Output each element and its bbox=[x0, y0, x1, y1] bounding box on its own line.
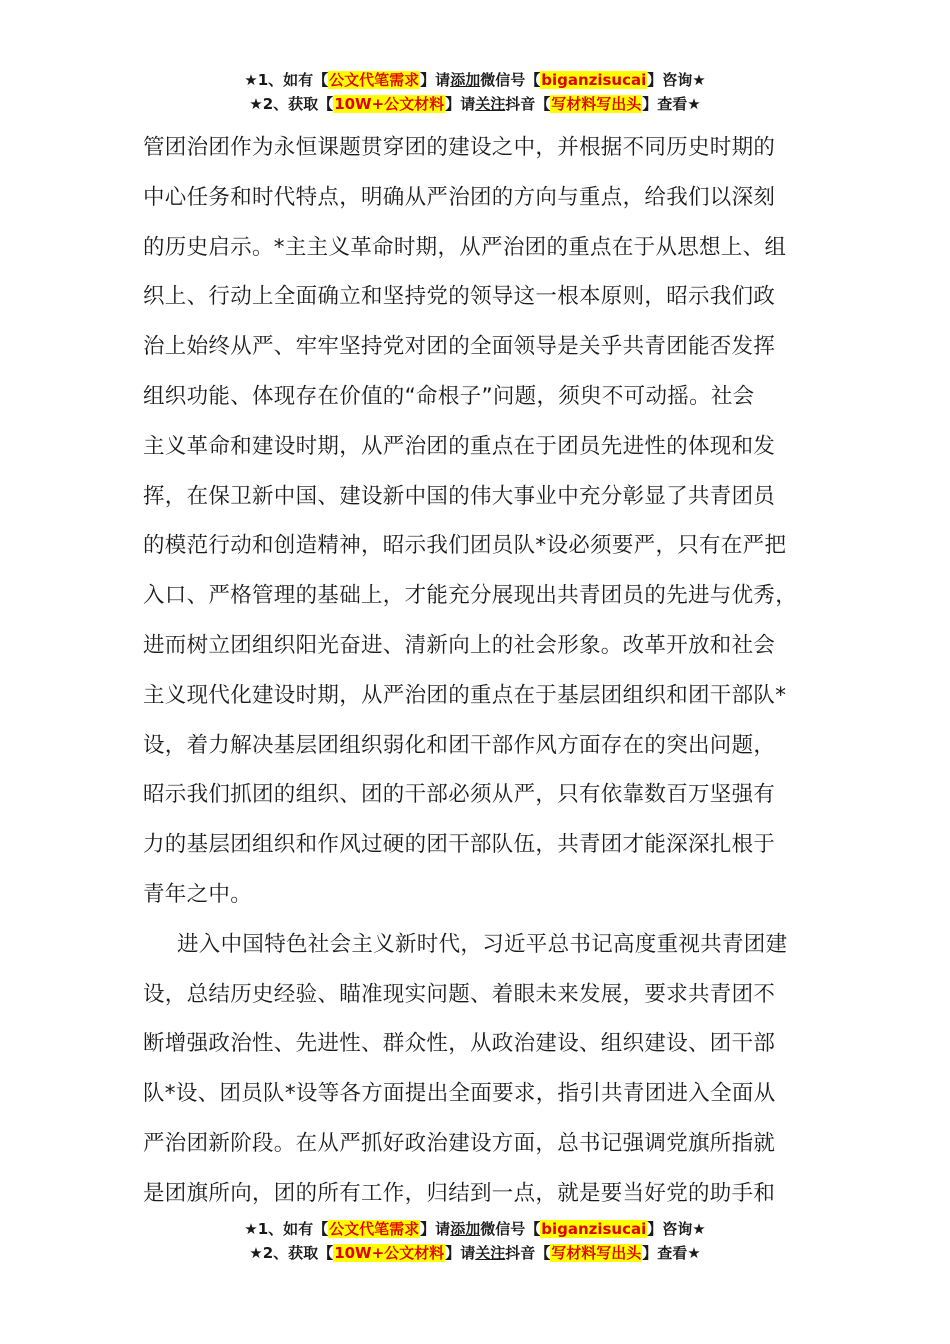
body-line: 设，着力解决基层团组织弱化和团干部作风方面存在的突出问题， bbox=[143, 732, 776, 758]
body-line: 主义现代化建设时期，从严治团的重点在于基层团组织和团干部队* bbox=[143, 682, 787, 708]
emphasis-text: 关注 bbox=[475, 95, 506, 113]
body-line: 进而树立团组织阳光奋进、清新向上的社会形象。改革开放和社会 bbox=[143, 632, 776, 658]
body-line: 治上始终从严、牢牢坚持党对团的全面领导是关乎共青团能否发挥 bbox=[143, 334, 776, 360]
douyin-account: 写材料写出头 bbox=[551, 1244, 642, 1262]
body-line: 的模范行动和创造精神，昭示我们团员队*设必须要严，只有在严把 bbox=[143, 533, 787, 559]
footer-text: 抖音【 bbox=[505, 1244, 551, 1262]
body-line: 力的基层团组织和作风过硬的团干部队伍，共青团才能深深扎根于 bbox=[143, 832, 776, 858]
header-text: 】咨询★ bbox=[647, 71, 706, 89]
header-banner bbox=[0, 68, 950, 116]
header-text: 微信号【 bbox=[480, 71, 541, 89]
emphasis-text: 添加 bbox=[450, 71, 481, 89]
footer-line-1 bbox=[0, 1217, 950, 1241]
highlight-text: 10W+公文材料 bbox=[334, 95, 445, 113]
footer-text: ★1、如有【 bbox=[244, 1220, 329, 1238]
body-line: 中心任务和时代特点，明确从严治团的方向与重点，给我们以深刻 bbox=[143, 184, 776, 210]
highlight-text: 10W+公文材料 bbox=[334, 1244, 445, 1262]
douyin-account: 写材料写出头 bbox=[551, 95, 642, 113]
header-line-1 bbox=[0, 68, 950, 92]
header-text: ★2、获取【 bbox=[249, 95, 334, 113]
body-line: 入口、严格管理的基础上，才能充分展现出共青团员的先进与优秀， bbox=[143, 583, 798, 609]
body-line: 青年之中。 bbox=[143, 881, 253, 907]
body-line: 挥，在保卫新中国、建设新中国的伟大事业中充分彰显了共青团员 bbox=[143, 483, 776, 509]
highlight-text: 公文代笔需求 bbox=[329, 71, 420, 89]
header-text: ★1、如有【 bbox=[244, 71, 329, 89]
body-line: 设，总结历史经验、瞄准现实问题、着眼未来发展，要求共青团不 bbox=[143, 981, 776, 1007]
footer-text: 微信号【 bbox=[480, 1220, 541, 1238]
body-line: 昭示我们抓团的组织、团的干部必须从严，只有依靠数百万坚强有 bbox=[143, 782, 776, 808]
footer-text: 】查看★ bbox=[642, 1244, 701, 1262]
highlight-text: 公文代笔需求 bbox=[329, 1220, 420, 1238]
body-line: 队*设、团员队*设等各方面提出全面要求，指引共青团进入全面从 bbox=[143, 1081, 776, 1107]
body-line: 主义革命和建设时期，从严治团的重点在于团员先进性的体现和发 bbox=[143, 433, 776, 459]
header-line-2 bbox=[0, 92, 950, 116]
body-line: 严治团新阶段。在从严抓好政治建设方面，总书记强调党旗所指就 bbox=[143, 1130, 776, 1156]
body-line: 的历史启示。*主主义革命时期，从严治团的重点在于从思想上、组 bbox=[143, 234, 787, 260]
header-text: 】请 bbox=[445, 95, 476, 113]
footer-text: 】请 bbox=[420, 1220, 451, 1238]
emphasis-text: 添加 bbox=[450, 1220, 481, 1238]
header-text: 】请 bbox=[420, 71, 451, 89]
body-line: 织上、行动上全面确立和坚持党的领导这一根本原则，昭示我们政 bbox=[143, 284, 776, 310]
footer-line-2 bbox=[0, 1241, 950, 1265]
body-line: 是团旗所向，团的所有工作，归结到一点，就是要当好党的助手和 bbox=[143, 1180, 776, 1206]
wechat-id: biganzisucai bbox=[541, 71, 647, 89]
body-line: 管团治团作为永恒课题贯穿团的建设之中，并根据不同历史时期的 bbox=[143, 135, 776, 160]
document-body bbox=[143, 123, 833, 1219]
wechat-id: biganzisucai bbox=[541, 1220, 647, 1238]
body-line: 组织功能、体现存在价值的“命根子”问题，须臾不可动摇。社会 bbox=[143, 383, 755, 409]
header-text: 抖音【 bbox=[505, 95, 551, 113]
footer-text: 】请 bbox=[445, 1244, 476, 1262]
paragraph-start-line: 进入中国特色社会主义新时代，习近平总书记高度重视共青团建 bbox=[177, 931, 788, 957]
emphasis-text: 关注 bbox=[475, 1244, 506, 1262]
footer-banner bbox=[0, 1217, 950, 1265]
footer-text: ★2、获取【 bbox=[249, 1244, 334, 1262]
header-text: 】查看★ bbox=[642, 95, 701, 113]
footer-text: 】咨询★ bbox=[647, 1220, 706, 1238]
body-line: 断增强政治性、先进性、群众性，从政治建设、组织建设、团干部 bbox=[143, 1031, 776, 1057]
